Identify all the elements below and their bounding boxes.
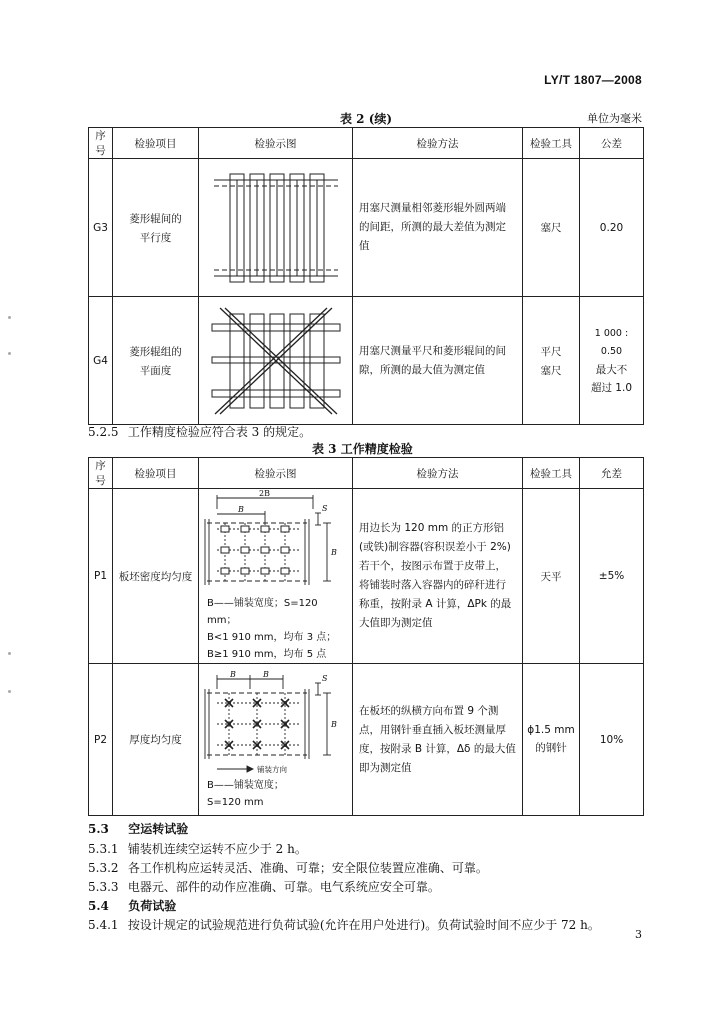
- inspection-method: 用边长为 120 mm 的正方形铝(或铁)制容器(容积误差小于 2%)若干个，按图示布置于皮带上，将铺装时落入容器内的碎秆进行称重，按附录 A 计算，ΔPk 的最大值即为测定值: [353, 489, 523, 664]
- legend-line: B——铺装宽度；: [207, 779, 284, 791]
- tolerance: [580, 297, 644, 425]
- dim-label: 2B: [259, 489, 270, 498]
- tolerance: [580, 489, 644, 664]
- thickness-sampling-diagram: [203, 669, 351, 777]
- header-cell: 检验方法: [353, 458, 523, 489]
- inspection-item: 厚度均匀度: [113, 664, 199, 816]
- clause-text: 工作精度检验应符合表 3 的规定。: [127, 425, 312, 439]
- table-row: [89, 664, 644, 816]
- dim-label: B: [331, 548, 337, 557]
- scan-mark: [8, 352, 11, 355]
- inspection-diagram: [199, 489, 353, 664]
- dim-label: B: [238, 505, 244, 514]
- section-5-3-title: [88, 820, 188, 837]
- item-line: 菱形辊组的: [129, 345, 182, 358]
- tolerance: [580, 159, 644, 297]
- inspection-tool: [523, 297, 580, 425]
- standard-code: LY/T 1807—2008: [544, 73, 642, 87]
- clause-number: 5.2.5: [88, 425, 119, 439]
- clause-number: 5.3.3: [88, 880, 119, 894]
- clause-5-4-1: [88, 916, 600, 933]
- dim-label: B: [263, 669, 269, 679]
- tolerance-line: 最大不: [595, 363, 628, 376]
- tool-line: 的钢针: [535, 742, 567, 754]
- inspection-diagram: [199, 297, 353, 425]
- roller-parallelism-diagram: [206, 166, 346, 290]
- clause-number: 5.3.2: [88, 861, 119, 875]
- clause-text: 电器元、部件的动作应准确、可靠。电气系统应安全可靠。: [127, 880, 440, 894]
- clause-number: 5.3.1: [88, 842, 119, 856]
- dim-label: B: [331, 719, 337, 729]
- section-title: 负荷试验: [128, 899, 177, 913]
- dim-label: S: [322, 504, 328, 513]
- header-cell: 检验示图: [199, 128, 353, 159]
- inspection-tool: [523, 489, 580, 664]
- clause-5-3-2: [88, 859, 488, 876]
- legend-line: S=120 mm: [207, 796, 264, 808]
- legend-line: B≥1 910 mm，均布 5 点: [207, 649, 327, 660]
- item-line: 菱形辊间的: [129, 212, 182, 225]
- inspection-tool: [523, 159, 580, 297]
- table-row: [89, 297, 644, 425]
- header-cell: 检验项目: [113, 458, 199, 489]
- inspection-item: 板坯密度均匀度: [113, 489, 199, 664]
- tolerance-line: 10%: [599, 733, 624, 746]
- table-row: [89, 159, 644, 297]
- inspection-method: 用塞尺测量平尺和菱形辊间的间隙，所测的最大值为测定值: [353, 297, 523, 425]
- inspection-method: 在板坯的纵横方向布置 9 个测点，用钢针垂直插入板坯测量厚度，按附录 B 计算，Δδ 的最大值即为测定值: [353, 664, 523, 816]
- direction-arrow-label: 铺装方向: [257, 764, 287, 774]
- inspection-item: [113, 159, 199, 297]
- scan-mark: [8, 652, 11, 655]
- table2-header-row: [89, 128, 644, 159]
- header-cell: 检验项目: [113, 128, 199, 159]
- tolerance-line: 超过 1.0: [590, 381, 633, 394]
- clause-5-3-3: [88, 878, 440, 895]
- tool-line: 塞尺: [540, 364, 562, 377]
- tolerance-line: 1 000 : 0.50: [594, 327, 629, 357]
- header-cell: 检验示图: [199, 458, 353, 489]
- tool-line: 平尺: [540, 345, 562, 358]
- dim-label: S: [322, 673, 328, 683]
- table3-caption: 表 3 工作精度检验: [312, 442, 413, 456]
- clause-text: 各工作机构应运转灵活、准确、可靠；安全限位装置应准确、可靠。: [127, 861, 488, 875]
- header-cell: 允差: [580, 458, 644, 489]
- section-number: 5.3: [88, 822, 109, 836]
- density-sampling-diagram: [203, 489, 351, 595]
- row-number: G4: [89, 297, 113, 425]
- inspection-method: 用塞尺测量相邻菱形辊外圆两端的间距，所测的最大差值为测定值: [353, 159, 523, 297]
- clause-5-3-1: [88, 840, 307, 857]
- section-5-4-title: [88, 897, 176, 914]
- row-number: P1: [89, 489, 113, 664]
- legend-line: B——铺装宽度；S=120 mm；: [207, 598, 318, 626]
- inspection-diagram: [199, 664, 353, 816]
- item-line: 平行度: [139, 231, 172, 244]
- tolerance-line: ±5%: [598, 570, 625, 582]
- header-cell: 检验方法: [353, 128, 523, 159]
- header-cell: 序号: [89, 128, 113, 159]
- section-number: 5.4: [88, 899, 109, 913]
- clause-text: 铺装机连续空运转不应少于 2 h。: [127, 842, 307, 856]
- row-number: P2: [89, 664, 113, 816]
- scan-mark: [8, 690, 11, 693]
- header-cell: 序号: [89, 458, 113, 489]
- diagram-legend: [203, 777, 348, 811]
- clause-number: 5.4.1: [88, 918, 119, 932]
- inspection-tool: [523, 664, 580, 816]
- table3-header-row: [89, 458, 644, 489]
- inspection-item: [113, 297, 199, 425]
- header-cell: 检验工具: [523, 128, 580, 159]
- row-number: G3: [89, 159, 113, 297]
- legend-line: B<1 910 mm，均布 3 点；: [207, 632, 337, 643]
- table2: [88, 127, 644, 425]
- dim-label: B: [230, 669, 236, 679]
- clause-text: 按设计规定的试验规范进行负荷试验(允许在用户处进行)。负荷试验时间不应少于 72 h。: [127, 918, 600, 932]
- page-number: 3: [635, 928, 642, 941]
- scan-mark: [8, 316, 11, 319]
- tool-line: 天平: [540, 570, 562, 583]
- tool-line: ϕ1.5 mm: [527, 724, 575, 736]
- inspection-diagram: [199, 159, 353, 297]
- tolerance-line: 0.20: [599, 221, 624, 234]
- header-cell: 检验工具: [523, 458, 580, 489]
- diagram-legend: [203, 595, 348, 663]
- item-line: 平面度: [139, 364, 172, 377]
- table2-unit: 单位为毫米: [587, 112, 642, 125]
- header-cell: 公差: [580, 128, 644, 159]
- table2-caption: 表 2 (续): [340, 112, 393, 126]
- table-row: [89, 489, 644, 664]
- tool-line: 塞尺: [540, 222, 562, 234]
- roller-flatness-diagram: [206, 302, 346, 420]
- paragraph-5-2-5: [88, 423, 311, 440]
- table3: [88, 457, 644, 816]
- section-title: 空运转试验: [128, 822, 189, 836]
- tolerance: [580, 664, 644, 816]
